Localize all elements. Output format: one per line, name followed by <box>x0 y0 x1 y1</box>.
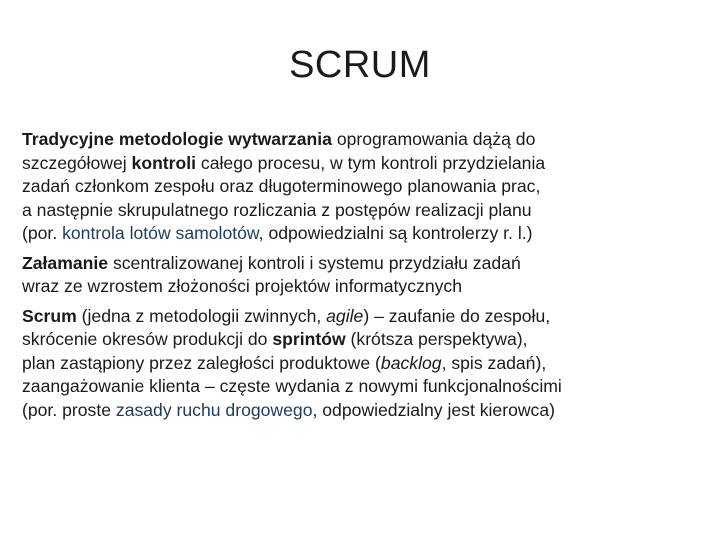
italic-term: agile <box>326 305 364 326</box>
text-segment: , spis zadań), <box>441 352 547 373</box>
text-segment: zadań członkom zespołu oraz długoterminowego planowania prac, <box>22 176 541 196</box>
text-segment: scentralizowanej kontroli i systemu przydziału zadań <box>108 252 521 273</box>
text-segment: (por. <box>22 223 63 243</box>
text-line <box>22 152 712 176</box>
text-line <box>22 352 712 376</box>
text-segment: (por. proste <box>22 399 116 420</box>
text-segment: (jedna z metodologii zwinnych, <box>76 305 327 326</box>
slide-body <box>22 128 712 428</box>
text-line <box>22 328 712 352</box>
text-segment: oprogramowania dążą do <box>331 129 536 149</box>
paragraph <box>22 128 712 246</box>
text-segment: plan zastąpiony przez zaległości produktowe ( <box>22 352 381 373</box>
text-segment: całego procesu, w tym kontroli przydzielania <box>196 152 546 173</box>
text-line <box>22 305 712 329</box>
text-segment: szczegółowej <box>22 152 132 173</box>
bold-term: sprintów <box>272 329 346 349</box>
text-segment: , odpowiedzialny jest kierowca) <box>312 399 555 420</box>
text-segment: ) – zaufanie do zespołu, <box>363 305 551 326</box>
text-line <box>22 252 712 276</box>
text-segment: skrócenie okresów produkcji do <box>22 329 273 349</box>
text-line <box>22 128 712 152</box>
text-segment: zaangażowanie klienta – częste wydania z nowymi funkcjonalnościmi <box>22 376 562 396</box>
highlighted-term: zasady ruchu drogowego <box>115 399 313 420</box>
text-line <box>22 199 712 223</box>
text-line <box>22 375 712 399</box>
text-line <box>22 275 712 299</box>
italic-term: backlog <box>380 352 442 373</box>
slide-title: SCRUM <box>289 44 431 86</box>
text-segment: (krótsza perspektywa), <box>345 329 528 349</box>
bold-term: Scrum <box>22 305 77 326</box>
paragraph <box>22 305 712 423</box>
highlighted-term: kontrola lotów samolotów <box>62 223 259 243</box>
bold-term: Załamanie <box>22 252 109 273</box>
paragraph <box>22 252 712 299</box>
text-segment: wraz ze wzrostem złożoności projektów informatycznych <box>22 276 462 296</box>
text-line <box>22 222 712 246</box>
bold-term: Tradycyjne metodologie wytwarzania <box>22 129 332 149</box>
text-segment: a następnie skrupulatnego rozliczania z postępów realizacji planu <box>22 199 532 220</box>
text-line <box>22 399 712 423</box>
bold-term: kontroli <box>131 152 197 173</box>
text-segment: , odpowiedzialni są kontrolerzy r. l.) <box>258 223 533 243</box>
text-line <box>22 175 712 199</box>
